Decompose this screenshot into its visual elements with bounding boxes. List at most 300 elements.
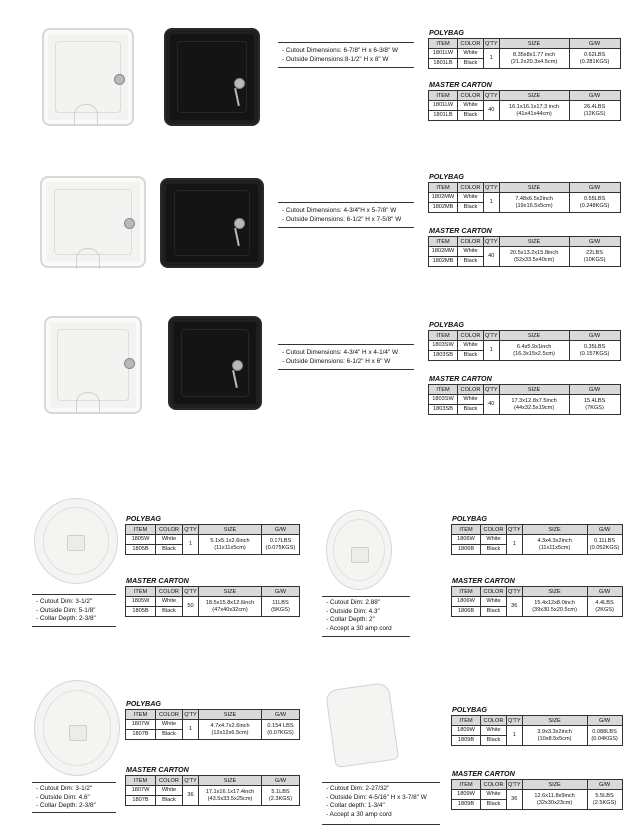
divider <box>278 369 414 370</box>
spec-line: - Cutout Dimensions: 4-3/4"H x 5-7/8" W <box>282 207 397 214</box>
spec-line: - Outside Dimensions:8-1/2" H x 8" W <box>282 55 389 63</box>
size-imperial: 20.5x13.2x15.8inch <box>509 250 559 257</box>
table-header-row <box>452 587 623 597</box>
size-imperial: 5.1x5.1x2.6inch <box>210 538 250 545</box>
specs-1809 <box>326 785 427 819</box>
column-header: ITEM <box>429 331 458 341</box>
qty-cell: 40 <box>484 395 500 415</box>
gw-lbs: 0.55LBS <box>583 196 606 203</box>
gw-cell <box>569 101 620 121</box>
table-header-row <box>429 385 621 395</box>
item-cell: 1806B <box>452 545 481 555</box>
polybag-title: POLYBAG <box>429 172 465 181</box>
size-metric: (44x32.5x19cm) <box>514 404 555 411</box>
size-imperial: 3.9x3.3x2inch <box>537 729 572 736</box>
spec-line: - Collar Depth: 2-3/8" <box>36 615 96 623</box>
table-row <box>452 790 623 800</box>
table-row <box>126 535 300 545</box>
spec-line: - Cutout Dimensions: 6-7/8" H x 6-3/8" W <box>282 47 399 54</box>
gw-cell <box>569 247 620 267</box>
color-cell: White <box>156 786 183 796</box>
table-header-row <box>126 776 300 786</box>
divider <box>322 636 410 637</box>
table-header-row <box>429 331 621 341</box>
polybag-title: POLYBAG <box>452 514 488 523</box>
item-cell: 1807W <box>126 720 156 730</box>
column-header: ITEM <box>126 587 156 597</box>
polybag-table <box>451 524 623 555</box>
qty-cell: 36 <box>507 790 523 810</box>
gw-lbs: 22LBS <box>586 250 603 257</box>
item-cell: 1807W <box>126 786 156 796</box>
column-header: SIZE <box>522 716 587 726</box>
table-row <box>126 720 300 730</box>
divider <box>322 596 410 597</box>
size-imperial: 8.35x8x1.77 inch <box>512 52 556 59</box>
column-header: COLOR <box>458 91 484 101</box>
column-header: COLOR <box>156 776 183 786</box>
column-header: Q'TY <box>508 781 521 788</box>
master-carton-title: MASTER CARTON <box>429 374 492 383</box>
column-header: Q'TY <box>485 184 498 191</box>
gw-lbs: 4.4LBS <box>595 600 614 607</box>
divider <box>322 782 440 783</box>
size-metric: (21.2x20.3x4.5cm) <box>510 58 558 65</box>
qty-cell: 36 <box>183 786 199 806</box>
column-header: SIZE <box>499 385 569 395</box>
column-header: COLOR <box>481 587 507 597</box>
qty-cell: 40 <box>484 101 500 121</box>
carton-table <box>428 90 621 121</box>
color-cell: Black <box>481 545 507 555</box>
gw-cell <box>569 49 620 69</box>
divider <box>32 626 116 627</box>
master-carton-title: MASTER CARTON <box>452 576 515 585</box>
column-header: ITEM <box>429 183 458 193</box>
spec-line: - Cutout Dim: 3-1/2" <box>36 785 93 792</box>
item-cell: 1802MW <box>429 247 458 257</box>
specs-1801 <box>282 47 398 64</box>
column-header: Q'TY <box>184 588 197 595</box>
item-cell: 1809B <box>452 800 481 810</box>
qty-cell: 50 <box>183 597 199 617</box>
column-header: Q'TY <box>508 717 521 724</box>
color-cell: White <box>156 535 183 545</box>
table-row <box>429 341 621 351</box>
item-cell: 1809B <box>452 736 481 746</box>
column-header: COLOR <box>481 716 507 726</box>
size-imperial: 6.4x5.9x1inch <box>516 344 552 351</box>
item-cell: 1805B <box>126 607 156 617</box>
table-header-row <box>126 710 300 720</box>
spec-line: - Outside Dimensions: 6-1/2" H x 7-5/8" W <box>282 215 402 223</box>
column-header: Q'TY <box>508 526 521 533</box>
polybag-table <box>125 524 300 555</box>
column-header: G/W <box>569 331 620 341</box>
specs-1807 <box>36 785 96 811</box>
size-metric: (12x12x6.5cm) <box>211 729 249 736</box>
column-header: ITEM <box>429 91 458 101</box>
column-header: G/W <box>262 710 300 720</box>
column-header: G/W <box>587 780 622 790</box>
column-header: SIZE <box>199 525 262 535</box>
gw-cell <box>587 726 622 746</box>
gw-cell <box>262 786 300 806</box>
column-header: ITEM <box>126 710 156 720</box>
polybag-table <box>428 38 621 69</box>
carton-table <box>428 236 621 267</box>
column-header: Q'TY <box>184 526 197 533</box>
item-cell: 1809W <box>452 790 481 800</box>
size-cell <box>199 597 262 617</box>
item-cell: 1805W <box>126 597 156 607</box>
divider <box>322 824 440 825</box>
color-cell: Black <box>481 800 507 810</box>
gw-kgs: (0.157KGS) <box>579 350 610 357</box>
table-header-row <box>126 525 300 535</box>
gw-kgs: (0.248KGS) <box>579 202 610 209</box>
size-imperial: 4.3x4.3x2inch <box>537 538 572 545</box>
size-cell <box>199 535 262 555</box>
column-header: Q'TY <box>485 238 498 245</box>
carton-table <box>428 384 621 415</box>
size-metric: (19x16.5x5cm) <box>515 202 553 209</box>
size-cell <box>499 101 569 121</box>
column-header: ITEM <box>429 237 458 247</box>
item-cell: 1802MB <box>429 203 458 213</box>
hatch-1802-white-image <box>40 176 146 268</box>
table-header-row <box>126 587 300 597</box>
carton-table <box>125 586 300 617</box>
color-cell: Black <box>458 203 484 213</box>
column-header: Q'TY <box>485 332 498 339</box>
column-header: COLOR <box>458 183 484 193</box>
column-header: SIZE <box>499 237 569 247</box>
item-cell: 1806B <box>452 607 481 617</box>
color-cell: Black <box>156 545 183 555</box>
gw-kgs: (0.052KGS) <box>589 544 620 551</box>
size-cell <box>499 341 569 361</box>
column-header: Q'TY <box>184 711 197 718</box>
spec-line: - Outside Dim: 4.6" <box>36 793 90 801</box>
master-carton-title: MASTER CARTON <box>126 765 189 774</box>
gw-kgs: (0.075KGS) <box>265 544 296 551</box>
column-header: G/W <box>587 525 622 535</box>
table-header-row <box>452 780 623 790</box>
size-imperial: 17.1x16.1x17.4inch <box>205 789 255 796</box>
gw-lbs: 0.62LBS <box>583 52 606 59</box>
column-header: COLOR <box>458 385 484 395</box>
color-cell: Black <box>458 405 484 415</box>
spec-line: - Collar depth: 1-3/4" <box>326 802 385 810</box>
polybag-title: POLYBAG <box>429 320 465 329</box>
column-header: SIZE <box>522 525 587 535</box>
column-header: COLOR <box>156 587 183 597</box>
gw-lbs: 11LBS <box>272 600 289 607</box>
inlet-1806-image <box>326 510 392 590</box>
column-header: SIZE <box>499 39 569 49</box>
column-header: SIZE <box>499 183 569 193</box>
gw-kgs: (0.04KGS) <box>591 735 618 742</box>
column-header: SIZE <box>199 710 262 720</box>
item-cell: 1803SB <box>429 351 458 361</box>
carton-table <box>451 779 623 810</box>
color-cell: Black <box>156 796 183 806</box>
item-cell: 1801LB <box>429 111 458 121</box>
column-header: Q'TY <box>485 386 498 393</box>
gw-cell <box>587 790 622 810</box>
color-cell: White <box>458 341 484 351</box>
gw-kgs: (2KGS) <box>595 606 614 613</box>
gw-lbs: 15.4LBS <box>583 398 606 405</box>
spec-line: - Collar Depth: 2-3/8" <box>36 802 96 810</box>
gw-lbs: 0.35LBS <box>583 344 606 351</box>
polybag-title: POLYBAG <box>126 699 162 708</box>
divider <box>278 227 414 228</box>
gw-kgs: (7KGS) <box>585 404 604 411</box>
polybag-table <box>428 182 621 213</box>
size-metric: (39x30.5x20.5cm) <box>532 606 577 613</box>
column-header: COLOR <box>458 331 484 341</box>
column-header: ITEM <box>452 716 481 726</box>
qty-cell: 1 <box>183 535 199 555</box>
column-header: ITEM <box>429 39 458 49</box>
column-header: SIZE <box>199 587 262 597</box>
inlet-1805-image <box>34 498 118 584</box>
item-cell: 1801LW <box>429 49 458 59</box>
table-row <box>126 786 300 796</box>
column-header: SIZE <box>522 780 587 790</box>
size-cell <box>499 193 569 213</box>
qty-cell: 1 <box>484 341 500 361</box>
table-row <box>429 193 621 203</box>
gw-cell <box>569 193 620 213</box>
gw-kgs: (12KGS) <box>583 110 606 117</box>
color-cell: White <box>458 193 484 203</box>
polybag-title: POLYBAG <box>126 514 162 523</box>
gw-lbs: 0.11LBS <box>594 538 616 545</box>
table-row <box>126 597 300 607</box>
spec-line: - Cutout Dim: 2-27/32" <box>326 785 390 792</box>
specs-1806 <box>326 599 392 633</box>
column-header: SIZE <box>199 776 262 786</box>
table-header-row <box>452 716 623 726</box>
column-header: COLOR <box>458 39 484 49</box>
size-cell <box>522 535 587 555</box>
size-metric: (16.3x15x2.5cm) <box>513 350 555 357</box>
gw-kgs: (0.281KGS) <box>579 58 610 65</box>
color-cell: Black <box>156 607 183 617</box>
item-cell: 1802MB <box>429 257 458 267</box>
gw-kgs: (10KGS) <box>583 256 606 263</box>
table-row <box>429 49 621 59</box>
column-header: COLOR <box>458 237 484 247</box>
specs-1802 <box>282 207 401 224</box>
color-cell: White <box>458 49 484 59</box>
color-cell: White <box>481 726 507 736</box>
spec-line: - Cutout Dim: 2.88" <box>326 599 381 606</box>
size-cell <box>499 395 569 415</box>
hatch-1801-white-image <box>42 28 134 126</box>
table-header-row <box>429 183 621 193</box>
carton-table <box>125 775 300 806</box>
gw-lbs: 0.154 LBS <box>267 723 294 730</box>
inlet-1809-image <box>325 682 399 768</box>
hatch-1803-black-image <box>168 316 262 410</box>
item-cell: 1803SB <box>429 405 458 415</box>
size-imperial: 17.3x12.8x7.5inch <box>511 398 557 405</box>
column-header: Q'TY <box>485 92 498 99</box>
table-row <box>452 535 623 545</box>
master-carton-title: MASTER CARTON <box>126 576 189 585</box>
column-header: ITEM <box>452 780 481 790</box>
specs-1803 <box>282 349 398 366</box>
spec-line: - Accept a 30 amp cord <box>326 624 392 632</box>
polybag-title: POLYBAG <box>429 28 465 37</box>
gw-cell <box>262 535 300 555</box>
qty-cell: 36 <box>507 597 523 617</box>
column-header: Q'TY <box>485 40 498 47</box>
column-header: ITEM <box>126 776 156 786</box>
item-cell: 1809W <box>452 726 481 736</box>
master-carton-title: MASTER CARTON <box>429 226 492 235</box>
color-cell: Black <box>458 111 484 121</box>
gw-cell <box>569 341 620 361</box>
column-header: G/W <box>587 587 622 597</box>
size-metric: (52x33.5x40cm) <box>514 256 555 263</box>
spec-line: - Outside Dim: 4.3" <box>326 607 380 615</box>
table-header-row <box>452 525 623 535</box>
column-header: G/W <box>569 183 620 193</box>
color-cell: Black <box>481 607 507 617</box>
column-header: G/W <box>262 525 300 535</box>
table-header-row <box>429 237 621 247</box>
table-row <box>429 101 621 111</box>
size-metric: (32x30x23cm) <box>536 799 573 806</box>
gw-lbs: 5.1LBS <box>271 789 290 796</box>
specs-1805 <box>36 598 96 624</box>
color-cell: White <box>156 597 183 607</box>
polybag-table <box>451 715 623 746</box>
master-carton-title: MASTER CARTON <box>429 80 492 89</box>
color-cell: White <box>458 395 484 405</box>
item-cell: 1802MW <box>429 193 458 203</box>
column-header: SIZE <box>499 91 569 101</box>
column-header: COLOR <box>481 525 507 535</box>
column-header: COLOR <box>156 710 183 720</box>
divider <box>278 344 414 345</box>
color-cell: White <box>481 535 507 545</box>
size-metric: (11x11x5cm) <box>214 544 246 551</box>
column-header: COLOR <box>156 525 183 535</box>
spec-line: - Cutout Dim: 3-1/2" <box>36 598 93 605</box>
divider <box>32 812 116 813</box>
color-cell: Black <box>458 351 484 361</box>
column-header: ITEM <box>452 525 481 535</box>
table-header-row <box>429 39 621 49</box>
gw-kgs: (2.3KGS) <box>268 795 293 802</box>
item-cell: 1805B <box>126 545 156 555</box>
gw-cell <box>262 597 300 617</box>
qty-cell: 1 <box>183 720 199 740</box>
qty-cell: 40 <box>484 247 500 267</box>
spec-line: - Collar Depth: 2" <box>326 616 375 624</box>
size-cell <box>199 720 262 740</box>
gw-lbs: 26.4LBS <box>583 104 606 111</box>
column-header: ITEM <box>452 587 481 597</box>
item-cell: 1807B <box>126 730 156 740</box>
size-imperial: 7.48x6.5x2inch <box>515 196 553 203</box>
size-imperial: 16.1x16.1x17.3 inch <box>509 104 560 111</box>
carton-table <box>451 586 623 617</box>
polybag-table <box>125 709 300 740</box>
color-cell: White <box>156 720 183 730</box>
column-header: ITEM <box>429 385 458 395</box>
inlet-1807-image <box>34 680 120 776</box>
color-cell: White <box>481 597 507 607</box>
item-cell: 1801LW <box>429 101 458 111</box>
spec-line: - Accept a 30 amp cord <box>326 810 392 818</box>
master-carton-title: MASTER CARTON <box>452 769 515 778</box>
gw-kgs: (5KGS) <box>271 606 290 613</box>
size-metric: (10x8.5x5cm) <box>537 735 572 742</box>
table-header-row <box>429 91 621 101</box>
item-cell: 1803SW <box>429 395 458 405</box>
spec-line: - Outside Dimensions: 6-1/2" H x 6" W <box>282 357 391 365</box>
column-header: G/W <box>262 587 300 597</box>
color-cell: White <box>458 247 484 257</box>
item-cell: 1803SW <box>429 341 458 351</box>
size-cell <box>499 247 569 267</box>
gw-lbs: 0.17LBS <box>269 538 292 545</box>
gw-cell <box>587 597 622 617</box>
spec-line: - Cutout Dimensions: 4-3/4" H x 4-1/4" W <box>282 349 399 356</box>
gw-kgs: (2.5KGS) <box>592 799 617 806</box>
gw-cell <box>262 720 300 740</box>
hatch-1801-black-image <box>164 28 260 126</box>
qty-cell: 1 <box>507 535 523 555</box>
hatch-1803-white-image <box>44 316 142 414</box>
color-cell: White <box>481 790 507 800</box>
size-cell <box>499 49 569 69</box>
divider <box>278 42 414 43</box>
column-header: G/W <box>262 776 300 786</box>
column-header: G/W <box>569 237 620 247</box>
column-header: G/W <box>569 91 620 101</box>
size-cell <box>199 786 262 806</box>
divider <box>278 67 414 68</box>
hatch-1802-black-image <box>160 178 264 268</box>
gw-lbs: 5.5LBS <box>595 793 614 800</box>
color-cell: Black <box>458 257 484 267</box>
column-header: G/W <box>569 385 620 395</box>
size-metric: (47x40x32cm) <box>212 606 248 613</box>
divider <box>32 594 116 595</box>
column-header: Q'TY <box>508 588 521 595</box>
qty-cell: 1 <box>484 49 500 69</box>
gw-lbs: 0.088LBS <box>592 729 617 736</box>
gw-kgs: (0.07KGS) <box>267 729 294 736</box>
item-cell: 1806W <box>452 535 481 545</box>
gw-cell <box>587 535 622 555</box>
item-cell: 1806W <box>452 597 481 607</box>
size-metric: (43.5x33.5x25cm) <box>207 795 253 802</box>
table-row <box>452 726 623 736</box>
column-header: ITEM <box>126 525 156 535</box>
polybag-title: POLYBAG <box>452 705 488 714</box>
qty-cell: 1 <box>484 193 500 213</box>
item-cell: 1801LB <box>429 59 458 69</box>
